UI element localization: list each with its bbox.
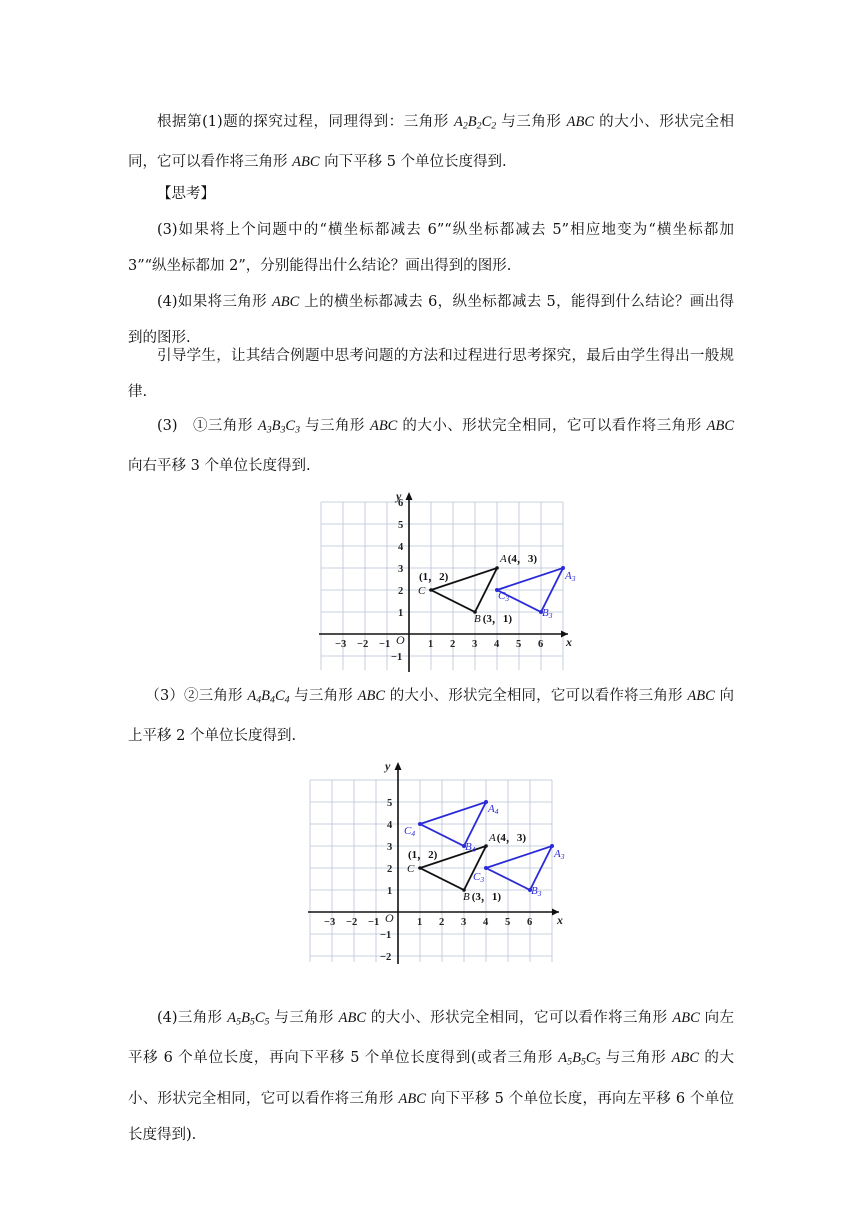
figure-2-svg (305, 758, 573, 966)
y-axis-arrow (406, 492, 413, 500)
label-c4: C4 (404, 825, 416, 838)
coordinate-figure-1 (318, 490, 578, 674)
svg-text:5: 5 (387, 798, 393, 809)
svg-text:6: 6 (538, 639, 544, 650)
label-a3: A3 (565, 570, 576, 583)
y-axis-label: y (396, 490, 402, 503)
label-a4: A4 (488, 803, 499, 816)
svg-text:4: 4 (494, 639, 500, 650)
svg-text:−1: −1 (368, 917, 380, 928)
answer-3-1: (3) ①三角形 $A_3B_3C_3$ 与三角形 ABC 的大小、形状完全相同，它可以看作将三角形 ABC 向右平移 3 个单位长度得到. (128, 418, 735, 475)
coordinate-figure-2 (305, 758, 573, 966)
svg-text:1: 1 (398, 608, 404, 619)
figure-1-svg (318, 490, 578, 674)
label-c: C (407, 863, 415, 875)
grid (310, 780, 552, 962)
label-c-coord: (1，2) (419, 571, 449, 583)
svg-text:5: 5 (505, 917, 511, 928)
svg-text:5: 5 (398, 520, 404, 531)
label-b: B (3，1) (474, 613, 513, 625)
svg-text:3: 3 (398, 564, 404, 575)
svg-text:−3: −3 (335, 639, 347, 650)
svg-text:−2: −2 (357, 639, 369, 650)
question-3: (3)如果将上个问题中的“横坐标都减去 6”“纵坐标都减去 5”相应地变为“横坐标都加 3”“纵坐标都加 2”，分别能得出什么结论？画出得到的图形. (128, 222, 734, 274)
y-tick-labels (380, 798, 393, 963)
svg-text:2: 2 (387, 864, 393, 875)
svg-text:3: 3 (472, 639, 478, 650)
svg-text:6: 6 (527, 917, 533, 928)
svg-text:3: 3 (461, 917, 467, 928)
y-axis-arrow (395, 762, 402, 770)
label-a3: A3 (554, 848, 565, 861)
svg-text:1: 1 (428, 639, 434, 650)
answer-4: (4)三角形 $A_5B_5C_5$ 与三角形 ABC 的大小、形状完全相同，它可以看作将三角形 ABC 向左平移 6 个单位长度，再向下平移 5 个单位长度得到(或者三角形 $A_5B_5C_5$ 与三角形 ABC 的大小、形状完全相同，它可以看作将三角形 ABC 向下平移 5 个单位长度，再向左平移 6 个单位长度得到). (128, 1010, 735, 1143)
svg-text:6: 6 (398, 498, 404, 509)
svg-text:3: 3 (387, 842, 393, 853)
label-c: C (418, 585, 426, 597)
svg-text:−1: −1 (379, 639, 391, 650)
x-axis-label: x (557, 913, 563, 927)
label-a: A(4，3) (500, 553, 538, 565)
y-axis-label: y (385, 759, 391, 773)
label-c3: C3 (498, 590, 510, 603)
x-axis-label: x (566, 635, 572, 649)
question-4: (4)如果将三角形 ABC 上的横坐标都减去 6，纵坐标都减去 5，能得到什么结论？画出得到的图形. (128, 294, 734, 346)
svg-text:1: 1 (387, 886, 393, 897)
guidance-paragraph: 引导学生，让其结合例题中思考问题的方法和过程进行思考探究，最后由学生得出一般规律. (128, 348, 734, 400)
origin-label: O (385, 911, 394, 925)
label-c3: C3 (473, 871, 485, 884)
label-b: B (3，1) (463, 891, 502, 903)
svg-text:−2: −2 (380, 952, 392, 963)
svg-text:−2: −2 (346, 917, 358, 928)
svg-text:−1: −1 (380, 930, 392, 941)
label-b3: B3 (531, 885, 542, 898)
svg-text:2: 2 (450, 639, 456, 650)
svg-text:1: 1 (417, 917, 423, 928)
svg-text:4: 4 (387, 820, 393, 831)
label-a: A(4，3) (489, 832, 527, 844)
svg-text:2: 2 (398, 586, 404, 597)
svg-text:−1: −1 (391, 652, 403, 663)
x-tick-labels (324, 917, 532, 928)
label-c-coord: (1，2) (408, 849, 438, 861)
answer-3-2: （3）②三角形 $A_4B_4C_4$ 与三角形 ABC 的大小、形状完全相同，它可以看作将三角形 ABC 向上平移 2 个单位长度得到. (128, 688, 735, 745)
paragraph-1: 根据第(1)题的探究过程，同理得到：三角形 $A_2B_2C_2$ 与三角形 ABC 的大小、形状完全相同，它可以看作将三角形 ABC 向下平移 5 个单位长度得到. (128, 114, 735, 171)
svg-text:2: 2 (439, 917, 445, 928)
svg-text:4: 4 (398, 542, 404, 553)
label-b3: B3 (542, 607, 553, 620)
svg-text:−3: −3 (324, 917, 336, 928)
svg-text:4: 4 (483, 917, 489, 928)
think-heading: 【思考】 (157, 186, 215, 202)
x-tick-labels (335, 639, 543, 650)
svg-text:5: 5 (516, 639, 522, 650)
label-b4: B4 (465, 841, 476, 854)
origin-label: O (396, 633, 405, 647)
